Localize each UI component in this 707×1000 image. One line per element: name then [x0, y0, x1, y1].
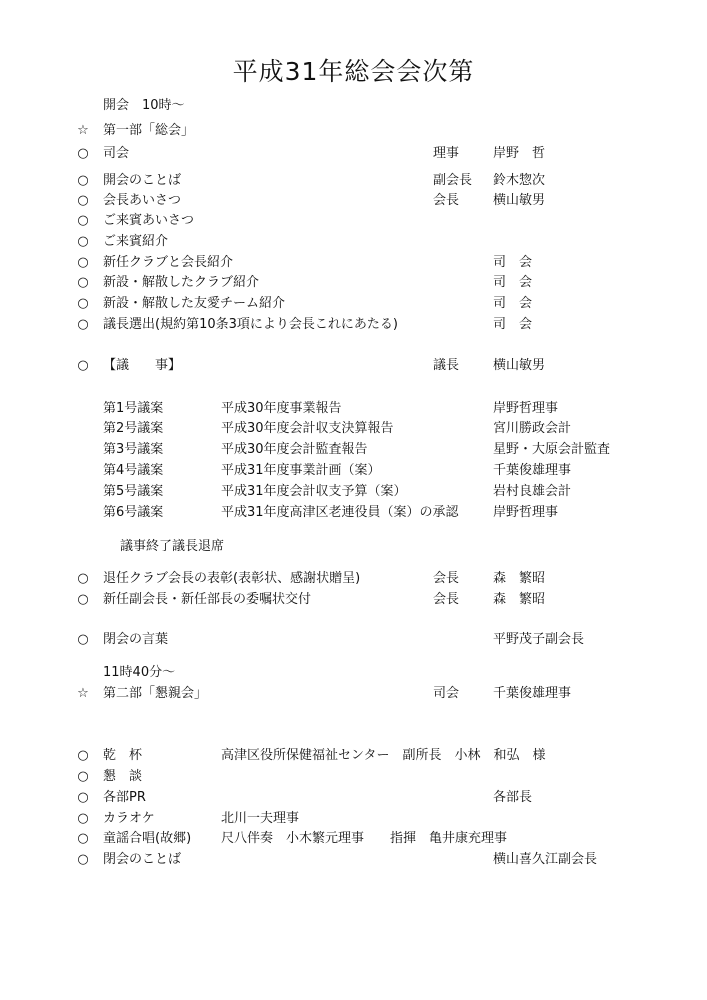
item-name: 森 繁昭: [493, 592, 546, 607]
circle-icon: ○: [77, 790, 89, 805]
circle-icon: ○: [77, 571, 89, 586]
agenda-item: [0, 591, 707, 609]
agenda-item: [0, 145, 707, 163]
agenda-item: [0, 212, 707, 230]
item-label: 童謡合唱(故郷): [103, 831, 192, 846]
circle-icon: ○: [77, 234, 89, 249]
bill-presenter: 宮川勝政会計: [493, 421, 572, 436]
circle-icon: ○: [77, 193, 89, 208]
bill-row: [0, 504, 707, 522]
item-label: ご来賓紹介: [103, 234, 169, 249]
agenda-item: [0, 570, 707, 588]
bill-title: 平成30年度会計収支決算報告: [221, 421, 394, 436]
agenda-header-label: 【議 事】: [103, 358, 182, 373]
item-name: 横山喜久江副会長: [493, 852, 598, 867]
item-name: 司 会: [493, 296, 533, 311]
circle-icon: ○: [77, 296, 89, 311]
item-label: 新設・解散した友愛チーム紹介: [103, 296, 286, 311]
page-title: 平成31年総会会次第: [232, 57, 475, 86]
item-name: 司 会: [493, 255, 533, 270]
bill-presenter: 星野・大原会計監査: [493, 442, 611, 457]
agenda-item: [0, 747, 707, 765]
agenda-item: [0, 810, 707, 828]
agenda-item: [0, 851, 707, 869]
closing-item: [0, 631, 707, 649]
circle-icon: ○: [77, 317, 89, 332]
circle-icon: ○: [77, 358, 89, 373]
item-label: 新任クラブと会長紹介: [103, 255, 234, 270]
item-label: 議長選出(規約第10条3項により会長これにあたる): [103, 317, 398, 332]
part2-time-line: [0, 664, 707, 682]
chair-name: 横山敏男: [493, 358, 546, 373]
item-name: 司 会: [493, 317, 533, 332]
item-label: 開会のことば: [103, 173, 182, 188]
circle-icon: ○: [77, 213, 89, 228]
item-role: 副会長: [433, 173, 473, 188]
opening-line: [0, 97, 707, 115]
circle-icon: ○: [77, 811, 89, 826]
bill-presenter: 岸野哲理事: [493, 505, 559, 520]
item-detail: 高津区役所保健福祉センター 副所長 小林 和弘 様: [221, 748, 546, 763]
item-name: 岸野 哲: [493, 146, 546, 161]
agenda-item: [0, 192, 707, 210]
bill-number: 第4号議案: [103, 463, 164, 478]
item-detail: 尺八伴奏 小木繁元理事 指揮 亀井康充理事: [221, 831, 508, 846]
bill-presenter: 岸野哲理事: [493, 401, 559, 416]
item-role: 会長: [433, 571, 460, 586]
bill-title: 平成31年度高津区老連役員（案）の承認: [221, 505, 459, 520]
bill-presenter: 岩村良雄会計: [493, 484, 572, 499]
part2-label: 第二部「懇親会」: [103, 686, 208, 701]
item-label: 退任クラブ会長の表彰(表彰状、感謝状贈呈): [103, 571, 361, 586]
item-name: 横山敏男: [493, 193, 546, 208]
item-name: 鈴木惣次: [493, 173, 546, 188]
bill-row: [0, 420, 707, 438]
agenda-item: [0, 316, 707, 334]
item-role: 理事: [433, 146, 460, 161]
agenda-header: [0, 357, 707, 375]
star-icon: ☆: [77, 123, 89, 138]
bill-presenter: 千葉俊雄理事: [493, 463, 572, 478]
item-label: 新任副会長・新任部長の委嘱状交付: [103, 592, 312, 607]
circle-icon: ○: [77, 275, 89, 290]
agenda-item: [0, 789, 707, 807]
circle-icon: ○: [77, 748, 89, 763]
circle-icon: ○: [77, 632, 89, 647]
item-role: 会長: [433, 193, 460, 208]
bill-number: 第2号議案: [103, 421, 164, 436]
circle-icon: ○: [77, 852, 89, 867]
agenda-item: [0, 295, 707, 313]
circle-icon: ○: [77, 769, 89, 784]
bill-title: 平成31年度会計収支予算（案）: [221, 484, 407, 499]
agenda-item: [0, 830, 707, 848]
bill-number: 第1号議案: [103, 401, 164, 416]
bill-title: 平成31年度事業計画（案）: [221, 463, 381, 478]
circle-icon: ○: [77, 173, 89, 188]
bill-number: 第5号議案: [103, 484, 164, 499]
agenda-item: [0, 768, 707, 786]
chair-leaves-note: [0, 538, 707, 556]
part2-role: 司会: [433, 686, 460, 701]
bill-number: 第3号議案: [103, 442, 164, 457]
agenda-item: [0, 172, 707, 190]
part2-time: 11時40分～: [103, 665, 176, 680]
closing-label: 閉会の言葉: [103, 632, 169, 647]
item-name: 司 会: [493, 275, 533, 290]
chair-leaves-text: 議事終了議長退席: [120, 539, 225, 554]
agenda-item: [0, 254, 707, 272]
circle-icon: ○: [77, 255, 89, 270]
bill-row: [0, 441, 707, 459]
part1-label: 第一部「総会」: [103, 123, 195, 138]
item-label: 各部PR: [103, 790, 146, 805]
item-label: 司会: [103, 146, 130, 161]
bill-row: [0, 400, 707, 418]
opening-time: 開会 10時～: [103, 98, 185, 113]
part1-heading: [0, 122, 707, 140]
closing-name: 平野茂子副会長: [493, 632, 585, 647]
item-name: 森 繁昭: [493, 571, 546, 586]
agenda-item: [0, 274, 707, 292]
bill-title: 平成30年度事業報告: [221, 401, 342, 416]
bill-row: [0, 462, 707, 480]
item-role: 会長: [433, 592, 460, 607]
item-name: 各部長: [493, 790, 533, 805]
star-icon: ☆: [77, 686, 89, 701]
item-label: ご来賓あいさつ: [103, 213, 195, 228]
circle-icon: ○: [77, 592, 89, 607]
bill-row: [0, 483, 707, 501]
agenda-item: [0, 233, 707, 251]
bill-title: 平成30年度会計監査報告: [221, 442, 368, 457]
circle-icon: ○: [77, 146, 89, 161]
item-label: 会長あいさつ: [103, 193, 182, 208]
item-label: 新設・解散したクラブ紹介: [103, 275, 260, 290]
part2-heading: [0, 685, 707, 703]
item-label: 懇 談: [103, 769, 143, 784]
item-label: カラオケ: [103, 811, 155, 826]
item-label: 乾 杯: [103, 748, 143, 763]
chair-role: 議長: [433, 358, 460, 373]
item-label: 閉会のことば: [103, 852, 182, 867]
bill-number: 第6号議案: [103, 505, 164, 520]
item-detail: 北川一夫理事: [221, 811, 300, 826]
part2-name: 千葉俊雄理事: [493, 686, 572, 701]
circle-icon: ○: [77, 831, 89, 846]
